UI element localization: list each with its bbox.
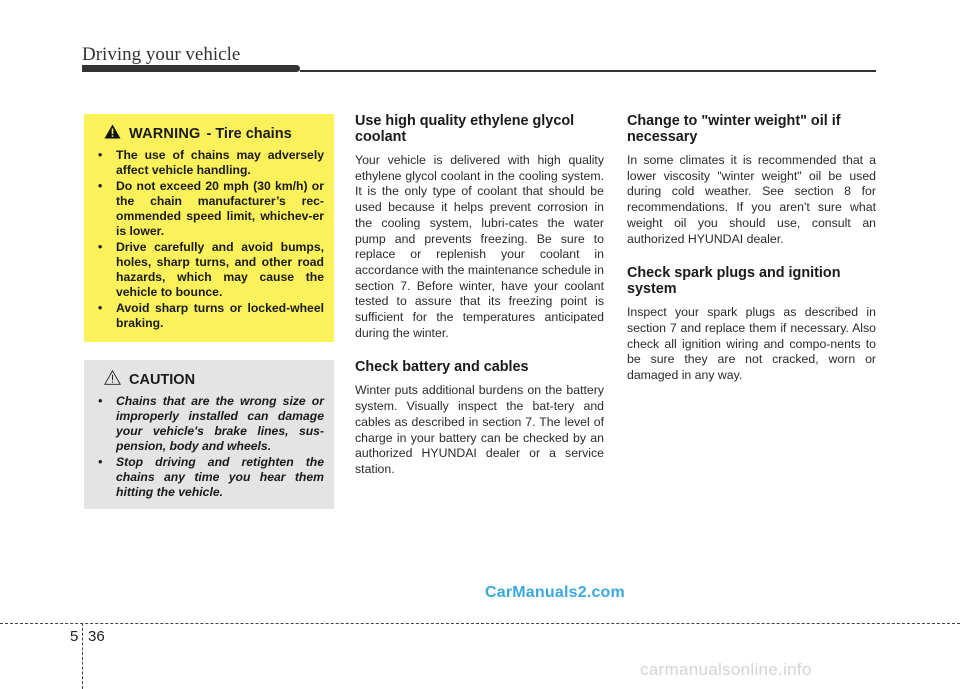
section-heading-spark-plugs: Check spark plugs and ignition system <box>627 265 841 298</box>
caution-box <box>84 360 334 509</box>
footer-vertical-rule <box>82 623 83 689</box>
caution-label: CAUTION <box>129 372 196 388</box>
section-body-spark-plugs: Inspect your spark plugs as described in section 7 and replace them if necessary. Also check all ignition wiring and compo-nents to be sure they are not cracked, worn or damaged in any way. <box>627 305 876 383</box>
warning-item: • The use of chains may adversely affect vehicle handling. <box>98 148 324 177</box>
warning-box <box>84 114 334 342</box>
page-header-title: Driving your vehicle <box>82 44 241 65</box>
section-body-oil: In some climates it is recommended that a lower viscosity "winter weight" oil be used during cold weather. See section 8 for recommendations. If you aren't sure what weight oil you should use, consult an authorized HYUNDAI dealer. <box>627 153 876 246</box>
caution-header <box>104 370 324 390</box>
header-rule-thin <box>300 70 876 72</box>
footer-dashed-rule <box>0 623 960 624</box>
section-body-coolant: Your vehicle is delivered with high quality ethylene glycol coolant in the cooling system. It is the only type of coolant that should be used because it helps prevent corrosion in the cooling system, lubri-cates the water pump and prevents freezing. Be sure to replace or replenish your coolant in accordance with the maintenance schedule in section 7. Before winter, have your coolant tested to assure that its freezing point is sufficient for the temperatures anticipated during the winter. <box>355 153 604 340</box>
section-body-battery: Winter puts additional burdens on the battery system. Visually inspect the bat-tery and cables as described in section 7. The level of charge in your battery can be checked by an authorized HYUNDAI dealer or a service station. <box>355 383 604 476</box>
warning-item: • Drive carefully and avoid bumps, holes, sharp turns, and other road hazards, which may cause the vehicle to bounce. <box>98 240 324 299</box>
carmanuals-watermark: CarManuals2.com <box>485 584 625 601</box>
caution-triangle-icon <box>104 370 121 390</box>
warning-subtitle: - Tire chains <box>206 126 292 142</box>
right-column <box>627 113 876 402</box>
warning-item: • Do not exceed 20 mph (30 km/h) or the chain manufacturer’s rec-ommended speed limit, whichev-er is lower. <box>98 179 324 238</box>
middle-column <box>355 113 604 496</box>
caution-item: • Stop driving and retighten the chains any time you hear them hitting the vehicle. <box>98 455 324 499</box>
warning-label: WARNING <box>129 126 201 142</box>
section-heading-coolant: Use high quality ethylene glycol coolant <box>355 113 575 145</box>
caution-item: • Chains that are the wrong size or improperly installed can damage your vehicle's brake lines, sus-pension, body and wheels. <box>98 394 324 453</box>
section-heading-battery: Check battery and cables <box>355 359 529 376</box>
warning-header <box>104 124 324 144</box>
warning-item: • Avoid sharp turns or locked-wheel braking. <box>98 301 324 330</box>
footer-watermark: carmanualsonline.info <box>640 660 812 679</box>
page-section-number: 5 <box>70 628 79 645</box>
caution-list <box>92 394 324 500</box>
warning-list <box>92 148 324 331</box>
page-number: 36 <box>88 628 105 645</box>
warning-triangle-icon <box>104 124 121 144</box>
header-rule-thick <box>82 65 300 72</box>
section-heading-oil: Change to "winter weight" oil if necessary <box>627 113 841 145</box>
